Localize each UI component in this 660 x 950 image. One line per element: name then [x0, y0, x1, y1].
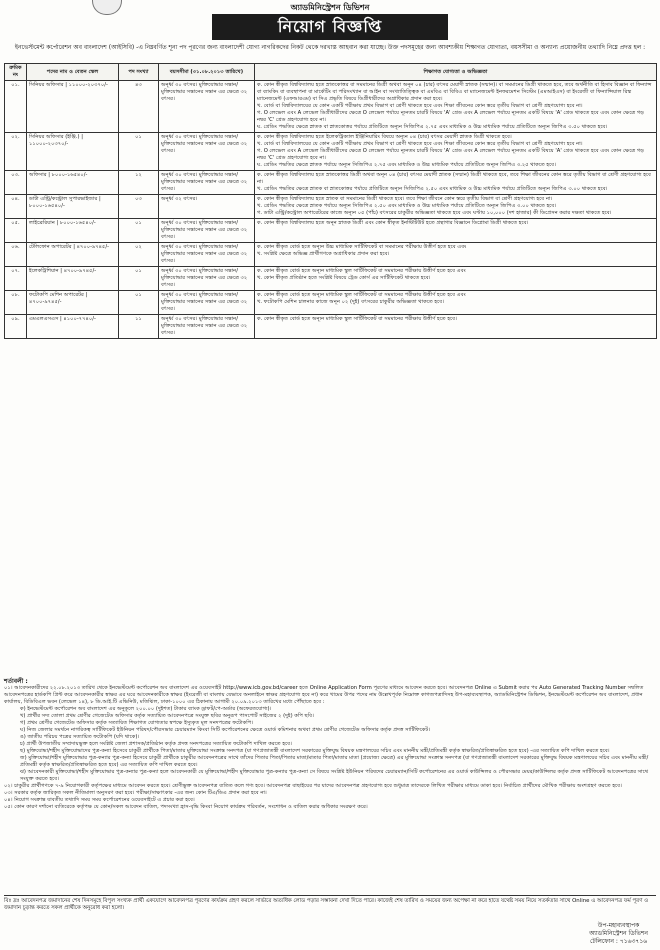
table-row: [5, 195, 657, 219]
vacancy-table: [4, 63, 657, 339]
post-cell: অফিসার | ৮০০০-১৬৫৪০/-: [27, 171, 119, 195]
qualification-line: গ. ডাটা এন্ট্রি/কন্ট্রোল অপারেটরের কাজে অন্যূন ০৫ (পাঁচ) বৎসরের চাকুরীর অভিজ্ঞতা থাকতে হবে এবং ঘণ্টায় ১০,০০০ (দশ হাজার) কী ডিপ্রেসন করার দক্ষতা থাকতে হবে।: [257, 210, 612, 216]
qualification-line: খ. ফটোকপি মেশিন চালনার কাজে অনূন ০২ (দুই) বৎসরের চাকুরীর অভিজ্ঞতা থাকতে হবে।: [257, 299, 444, 305]
table-header-row: [5, 64, 657, 81]
table-row: [5, 291, 657, 315]
signature-title: উপ-মহাব্যবস্থাপক: [597, 922, 640, 929]
qualification-cell: [255, 267, 657, 291]
terms-numbered-item: ০৪। নিয়োগ সংক্রান্ত যাবতীয় তথ্যাদি সময় সময় কর্পোরেশনের ওয়েবসাইটে এ প্রচার করা হবে।: [4, 797, 195, 803]
qualification-cell: [255, 219, 657, 243]
qualification-line: খ. গ্রেডিং পদ্ধতির ক্ষেত্রে স্নাতক বা স্নাতকোত্তর পর্যায়ে প্রতিটিতে অন্যূন সিজিপিএ ২.৫০ এবং মাধ্যমিক ও উচ্চ মাধ্যমিক পর্যায়ে প্রতিটিতে অন্যূন জিপিএ ৩.০০ থাকতে হবে।: [257, 186, 608, 192]
terms-numbered-item: ০৫। কোন কারণ দর্শানো ব্যতিরেকে কর্তৃপক্ষ যে কোন/সকল আবেদন বাতিল, পদসংখ্যা হ্রাস-বৃদ্ধি কিংবা নিয়োগ কার্যক্রম পরিবর্তন, সংশোধন ও বাতিল করার অধিকার সংরক্ষণ করে।: [4, 804, 368, 810]
post-cell: সিনিয়র অফিসার | ১১০০০-২০৩৭০/-: [27, 81, 119, 133]
terms-subitem: চ) প্রার্থী উপজাতীয় সম্প্রদায়ভুক্ত হলে সংশ্লিষ্ট জেলা প্রশাসক/প্রতিষ্ঠান কর্তৃক প্রদত্ত সনদপত্রের সত্যায়িত ফটোকপি দাখিল করতে হবে।: [20, 741, 292, 747]
count-cell: ১১: [119, 315, 159, 339]
count-cell: ০২: [119, 243, 159, 267]
table-row: [5, 81, 657, 133]
terms-subitem: ঝ) আবেদনকারী মুক্তিযোদ্ধা/শহীদ মুক্তিযোদ্ধার পুত্র-কন্যার পুত্র-কন্যা হলে আবেদনকারী যে মুক্তিযোদ্ধা/শহীদ মুক্তিযোদ্ধার পুত্র-কন্যার পুত্র-কন্যা সে বিষয়ে সংশ্লিষ্ট ইউনিয়ন পরিষদের চেয়ারম্যান/সিটি কর্পোরেশনের এর ওয়ার্ড কাউন্সিলর ও পৌরসভার মেয়র/কাউন্সিলর কর্তৃক প্রদত্ত সার্টিফিকেট আবেদনপত্রের সাথে সংযুক্ত করতে হবে।: [20, 769, 649, 782]
terms-numbered-item: ০২। চাকুরীর প্রার্থীগণকে ৭-৯ নিয়োগকারী কর্তৃপক্ষের মাধ্যমে আবেদন করতে হবে। শ্রেণীভুক্ত আবেদনপত্র ব্যতিত কলে গণ্য হবে। আবেদনপত্র বাছাইয়ের পর যাদের আবেদনপত্র গ্রহণযোগ্য হবে শুধুমাত্র তাদেরকে লিখিত পরীক্ষার মাধ্যমে ডাকা হবে। নির্বাচিত প্রার্থীদের মৌখিক পরীক্ষায় অংশগ্রহণ করতে হবে।: [4, 783, 622, 789]
special-note: বিঃ দ্রঃ আবেদনপত্র জমাদানের শেষ দিনসমূহে বিপুল সংখ্যক প্রার্থী একযোগে আবেদনপত্র পূরণের কার্যক্রম গ্রহণ করলে সার্ভারে অত্যধিক লোড পড়ার সম্ভাবনা দেখা দিতে পারে। কাজেই শেষ তারিখ ও সময়ের জন্য অপেক্ষা না করে হাতে যথেষ্ট সময় নিয়ে সতর্কতার সাথে Online এ আবেদনপত্র ফর্ম পূরণ ও জমাদান চূড়ান্ত করতে সকল প্রার্থীকে অনুরোধ করা হলো।: [4, 895, 656, 912]
age-cell: অনূর্ধ্ব ৩০ বৎসর। মুক্তিযোদ্ধার সন্তান/মুক্তিযোদ্ধার সন্তানের সন্তান এর ক্ষেত্রে ৩২ বৎসর।: [159, 243, 255, 267]
header-serial: ক্রমিক নং: [5, 64, 27, 81]
post-cell: এমএলএসএস | ৪১০০-৭৭৪০/-: [27, 315, 119, 339]
terms-subitem: ছ) মুক্তিযোদ্ধা/শহীদ মুক্তিযোদ্ধাদের পুত্র-কন্যা হিসেবে চাকুরী প্রার্থীকে পিতা/মাতার মুক্তিযোদ্ধা সংক্রান্ত সনদপত্র (যা গণপ্রজাতন্ত্রী বাংলাদেশ সরকারের মুক্তিযুদ্ধ বিষয়ক মন্ত্রণালয়ের সচিব এবং মাননীয় মন্ত্রী/প্রতিমন্ত্রী কর্তৃক স্বাক্ষরিত/প্রতিস্বাক্ষরিত হতে হবে) -এর সত্যায়িত কপি দাখিল করতে হবে।: [20, 748, 610, 754]
qualification-line: ক. কোন স্বীকৃত বোর্ড হতে অন্যূন মাধ্যমিক স্কুল সার্টিফিকেট বা সমমানের পরীক্ষায় উত্তীর্ণ হতে হবে এবং: [257, 268, 466, 274]
qualification-line: খ. কোন স্বীকৃত প্রতিষ্ঠান হতে সংশ্লিষ্ট বিষয়ে ট্রেড কোর্স এর সার্টিফিকেট থাকতে হবে।: [257, 275, 431, 281]
qualification-line: খ. বোর্ড বা বিশ্ববিদ্যালয়ের যে কোন একটি পরীক্ষায় প্রথম বিভাগ বা শ্রেণী থাকতে হবে এবং শিক্ষা জীবনের কোন স্তরে তৃতীয় বিভাগ বা শ্রেণী গ্রহণযোগ্য হবে না।: [257, 141, 583, 147]
table-row: [5, 219, 657, 243]
qualification-line: ক. কোন স্বীকৃত বিশ্ববিদ্যালয় হতে অনূন স্নাতক ডিগ্রী এবং কোন স্বীকৃত ইনস্টিটিউট হতে গ্রন্থাগার বিজ্ঞানে ডিপ্লোমা ডিগ্রী থাকতে হবে।: [257, 220, 529, 226]
qualification-line: গ. O লেভেল এবং A লেভেল ডিগ্রীধারীদের ক্ষেত্রে O লেভেল পর্যায়ে ন্যূনতম চারটি বিষয়ে 'A' গ্রেড এবং A লেভেল পর্যায়ে ন্যূনতম একটি বিষয়ে 'A' গ্রেড থাকতে হবে এবং কোন ক্ষেত্রে গড় নম্বর 'C' গ্রেড গ্রহণযোগ্য হবে না।: [257, 110, 644, 123]
serial-cell: ০১.: [5, 81, 27, 133]
terms-subitem: জ) মুক্তিযোদ্ধা/শহীদ মুক্তিযোদ্ধার পুত্র-কন্যার পুত্র-কন্যা হিসেবে চাকুরী প্রার্থীকে চাকুরীর আবেদনপত্রের সাথে তাঁদের পিতার পিতা/পিতার মাতা/মাতার পিতা/মাতার মাতা (প্রযোজ্য ক্ষেত্রে) এর মুক্তিযোদ্ধা সংক্রান্ত সনদপত্র (যা গণপ্রজাতন্ত্রী বাংলাদেশ সরকারের মুক্তিযুদ্ধ বিষয়ক মন্ত্রণালয়ের সচিব এবং মাননীয় মন্ত্রী/প্রতিমন্ত্রী কর্তৃক স্বাক্ষরিত/প্রতিস্বাক্ষরিত হতে হবে) এর সত্যায়িত কপি দাখিল করতে হবে।: [20, 755, 649, 768]
qualification-cell: [255, 315, 657, 339]
qualification-cell: [255, 195, 657, 219]
qualification-line: ঘ. গ্রেডিং পদ্ধতির ক্ষেত্রে স্নাতক পর্যায়ে অন্যূন সিজিপিএ ২.৭৫ এবং মাধ্যমিক ও উচ্চ মাধ্যমিক পর্যায়ে প্রতিটিতে অন্যূন জিপিএ ৩.২৫ থাকতে হবে।: [257, 162, 556, 168]
qualification-cell: [255, 81, 657, 133]
terms-title: শর্তাবলী :: [4, 678, 28, 685]
post-cell: টেলিফোন অপারেটর | ৪৭০০-৯৭৪৫/-: [27, 243, 119, 267]
age-cell: অনূর্ধ্ব ৩০ বৎসর। মুক্তিযোদ্ধার সন্তান/মুক্তিযোদ্ধার সন্তানের সন্তান এর ক্ষেত্রে ৩২ বৎসর।: [159, 133, 255, 171]
qualification-line: গ. O লেভেল এবং A লেভেল ডিগ্রীধারীদের ক্ষেত্রে O লেভেল পর্যায়ে ন্যূনতম চারটি বিষয়ে 'A' গ্রেড এবং A লেভেল পর্যায়ে ন্যূনতম একটি বিষয়ে 'A' গ্রেড থাকতে হবে এবং কোন ক্ষেত্রে গড় নম্বর 'C' গ্রেড গ্রহণযোগ্য হবে না।: [257, 148, 644, 161]
terms-subitem: গ) প্রথম শ্রেণীর গেজেটেড অফিসার কর্তৃক সত্যায়িত শিক্ষাগত যোগ্যতার স্বপক্ষে ইস্যুকৃত মূল সনদপত্রের ফটোকপি।: [20, 720, 254, 726]
qualification-line: খ. বোর্ড বা বিশ্ববিদ্যালয়ের যে কোন একটি পরীক্ষায় প্রথম বিভাগ বা শ্রেণী থাকতে হবে এবং শিক্ষা জীবনের কোন স্তরে তৃতীয় বিভাগ বা শ্রেণী গ্রহণযোগ্য হবে না।: [257, 103, 583, 109]
qualification-line: ক. কোন স্বীকৃত বোর্ড হতে অন্যূন উচ্চ মাধ্যমিক সার্টিফিকেট বা সমমানের পরীক্ষায় উত্তীর্ণ হতে হবে এবং: [257, 244, 467, 250]
count-cell: ১২: [119, 171, 159, 195]
age-cell: অনূর্ধ্ব ৩০ বৎসর। মুক্তিযোদ্ধার সন্তান/মুক্তিযোদ্ধার সন্তানের সন্তান এর ক্ষেত্রে ৩২ বৎসর।: [159, 81, 255, 133]
age-cell: অনূর্ধ্ব ৩২ বৎসর।: [159, 195, 255, 219]
serial-cell: ০৬.: [5, 243, 27, 267]
post-cell: ফটোকপি মেশিন অপারেটর | ৪৭০০-৯৭৪৫/-: [27, 291, 119, 315]
terms-item-text: আবেদনকারীদের ২২.০৮.২০১৩ তারিখ থেকে ইনভেস্টমেন্ট কর্পোরেশন অব বাংলাদেশ এর ওয়েবসাইট http://www.icb.gov.bd/career হতে Online Application Form পূরণের মাধ্যমে আবেদন করতে হবে। আবেদনপত্র Online এ Submit করার পর Auto Generated Tracking Number সম্বলিত আবেদনপত্রের হার্ডকপি প্রিন্ট করে আবেদনকারীর স্বাক্ষর এর ঘরে আবেদনকারীকে স্বাক্ষর (ইংরেজী বা বাংলায় যেভাবে অনলাইনে স্বাক্ষর গ্রহণযোগ্য হবে না) করে খামের উপর পদের নাম উল্লেখপূর্বক নিম্নোক্ত কাগজপত্রাদিসহ উপ-মহাব্যবস্থাপক, অ্যাডমিনিস্ট্রেশন ডিভিশন, ইনভেস্টমেন্ট কর্পোরেশন অব বাংলাদেশ, প্রধান কার্যালয়, বিডিবিএল ভবন (লেভেল ১৪), ৮ ডি.আই.টি এভিনিউ, মতিঝিল, ঢাকা-১০০০ এর ঠিকানায় আগামী ২০.০৯.২০১৩ তারিখের মধ্যে পৌঁছাতে হবে :: [4, 685, 644, 705]
table-row: [5, 171, 657, 195]
signature-division: অ্যাডমিনিস্ট্রেশন ডিভিশন: [589, 930, 648, 937]
qualification-cell: [255, 291, 657, 315]
qualification-line: খ. সংশ্লিষ্ট ক্ষেত্রে অভিজ্ঞ প্রার্থীগণকে অগ্রাধিকার প্রদান করা হবে।: [257, 251, 390, 257]
division-name: অ্যাডমিনিস্ট্রেশন ডিভিশন: [290, 3, 370, 12]
serial-cell: ০৮.: [5, 291, 27, 315]
qualification-line: ক. কোন স্বীকৃত বোর্ড হতে অন্যূন মাধ্যমিক স্কুল সার্টিফিকেট বা সমমানের পরীক্ষায় উত্তীর্ণ হতে হবে।: [257, 316, 457, 322]
table-row: [5, 315, 657, 339]
count-cell: ৪৩: [119, 81, 159, 133]
post-cell: ডাটা এন্ট্রি/কন্ট্রোল সুপারভাইজার | ৮০০০-১৬৫৪০/-: [27, 195, 119, 219]
qualification-line: ঘ. গ্রেডিং পদ্ধতির ক্ষেত্রে স্নাতক বা স্নাতকোত্তর পর্যায়ে প্রতিটিতে অন্যূন সিজিপিএ ২.৭৫ এবং মাধ্যমিক ও উচ্চ মাধ্যমিক পর্যায়ে প্রতিটিতে অন্যূন জিপিএ ৩.৫০ থাকতে হবে।: [257, 124, 608, 130]
qualification-line: ক. কোন স্বীকৃত বিশ্ববিদ্যালয় হতে স্নাতকোত্তর বা সমমানের ডিগ্রী অথবা অনূন ০৪ (চার) বৎসর মেয়াদী স্নাতক (সম্মান)। বা সমমানের ডিগ্রী থাকতে হবে, তবে অর্থনীতি বা হিসাব বিজ্ঞান বা ফিন্যান্স বা ব্যাংকিং বা ব্যবস্থাপনা বা মার্কেটিং বা পরিসংখ্যান বা আইন বা সংখ্যাতিত্ত্বিক বা এমবিএ বা বিবিএ বা ম্যানেজমেন্ট ইনফরমেশন সিস্টেম (এমআইএস) বা ইংরেজী বা ফিন্যান্সিয়াল রিস্ক ম্যানেজমেন্ট (এফআরএম) বা সিএ প্রভৃতি বিষয়ে ডিগ্রীধারীদের অগ্রাধিকার প্রদান করা হবে।: [257, 82, 652, 102]
terms-subitem: খ) প্রার্থীর সদ্য তোলা প্রথম শ্রেণীর গেজেটেড অফিসার কর্তৃক সত্যায়িত আবেদনপত্রে সংযুক্ত ছবির অনুরূপ পাসপোর্ট সাইজের ২ (দুই) কপি ছবি।: [20, 713, 314, 719]
terms-subitem: ঙ) জাতীয় পরিচয় পত্রের সত্যায়িত ফটোকপি (যদি থাকে)।: [20, 734, 140, 740]
qualification-line: ক. কোন স্বীকৃত বিশ্ববিদ্যালয় হতে স্নাতকোত্তর ডিগ্রী অথবা অনূন ০৪ (চার) বৎসর মেয়াদী স্নাতক (সম্মান) ডিগ্রী থাকতে হবে, তবে শিক্ষা জীবনের কোন স্তরে তৃতীয় বিভাগ বা শ্রেণী গ্রহণযোগ্য হবে না।: [257, 172, 651, 185]
qualification-line: ক. কোন স্বীকৃত বিশ্ববিদ্যালয় হতে স্নাতক বা সমমানের ডিগ্রী থাকতে হবে। তবে শিক্ষা জীবনে কোন স্তরে তৃতীয় বিভাগ বা শ্রেণী গ্রহণযোগ্য হবে না।: [257, 196, 553, 202]
header-count: পদ সংখ্যা: [119, 64, 159, 81]
terms-subitems: [4, 706, 656, 783]
post-cell: সিনিয়র অফিসার (ইঞ্জি.) | ১১০০০-২০৩৭০/-: [27, 133, 119, 171]
terms-item: ০১। আবেদনকারীদের ২২.০৮.২০১৩ তারিখ থেকে ইনভেস্টমেন্ট কর্পোরেশন অব বাংলাদেশ এর ওয়েবসাইট http://www.icb.gov.bd/career হতে Online Application Form পূরণের মাধ্যমে আবেদন করতে হবে। আবেদনপত্র Online এ Submit করার পর Auto Generated Tracking Number সম্বলিত আবেদনপত্রের হার্ডকপি প্রিন্ট করে আবেদনকারীর স্বাক্ষর এর ঘরে আবেদনকারীকে স্বাক্ষর (ইংরেজী বা বাংলায় যেভাবে অনলাইনে স্বাক্ষর গ্রহণযোগ্য হবে না) করে খামের উপর পদের নাম উল্লেখপূর্বক নিম্নোক্ত কাগজপত্রাদিসহ উপ-মহাব্যবস্থাপক, অ্যাডমিনিস্ট্রেশন ডিভিশন, ইনভেস্টমেন্ট কর্পোরেশন অব বাংলাদেশ, প্রধান কার্যালয়, বিডিবিএল ভবন (লেভেল ১৪), ৮ ডি.আই.টি এভিনিউ, মতিঝিল, ঢাকা-১০০০ এর ঠিকানায় আগামী ২০.০৯.২০১৩ তারিখের মধ্যে পৌঁছাতে হবে :: [4, 685, 644, 705]
header-post: পদের নাম ও বেতন স্কেল: [27, 64, 119, 81]
qualification-cell: [255, 243, 657, 267]
count-cell: ০৩: [119, 195, 159, 219]
age-cell: অনূর্ধ্ব ৩০ বৎসর। মুক্তিযোদ্ধার সন্তান/মুক্তিযোদ্ধার সন্তানের সন্তান এর ক্ষেত্রে ৩২ বৎসর।: [159, 291, 255, 315]
table-row: [5, 133, 657, 171]
serial-cell: ০৯.: [5, 315, 27, 339]
terms-numbered-item: ০৩। সরকার কর্তৃক জারিকৃত সকল নীতিমালা অনুসরণ করা হবে। পরীক্ষা/সাক্ষাৎকার -এর জন্য কোন টিএ/ডিএ প্রদান করা হবে না।: [4, 790, 267, 796]
table-row: [5, 267, 657, 291]
table-row: [5, 243, 657, 267]
terms-subitem: ঘ) নিজ জেলার সমর্থনে নাগরিকত্ব সার্টিফিকেট ইউনিয়ন পরিষদ/পৌরসভার চেয়ারম্যান কিংবা সিটি কর্পোরেশনের ক্ষেত্রে ওয়ার্ড কমিশনার অথবা প্রথম শ্রেণীর গেজেটেড অফিসার কর্তৃক প্রদত্ত সার্টিফিকেট।: [20, 727, 431, 733]
header-qualification: শিক্ষাগত যোগ্যতা ও অভিজ্ঞতা: [255, 64, 657, 81]
qualification-line: ক. কোন স্বীকৃত বোর্ড হতে অন্যূন মাধ্যমিক স্কুল সার্টিফিকেট বা সমমানের পরীক্ষায় উত্তীর্ণ হতে হবে এবং: [257, 292, 466, 298]
qualification-cell: [255, 171, 657, 195]
count-cell: ০১: [119, 267, 159, 291]
qualification-line: খ. গ্রেডিং পদ্ধতির ক্ষেত্রে স্নাতক পর্যায়ে অন্যূন সিজিপিএ ২.৫০ এবং মাধ্যমিক ও উচ্চ মাধ্যমিক পর্যায়ে প্রতিটিতে অন্যূন জিপিএ ৩.০০ থাকতে হবে।: [257, 203, 557, 209]
qualification-line: ক. কোন স্বীকৃত বিশ্ববিদ্যালয় হতে ইলেকট্রিক্যাল ইঞ্জিনিয়ারিং বিষয়ে অন্যূন ০৪ (চার) বৎসর মেয়াদী স্নাতক ডিগ্রী থাকতে হবে।: [257, 134, 512, 140]
count-cell: ০১: [119, 291, 159, 315]
age-cell: অনূর্ধ্ব ৩০ বৎসর। মুক্তিযোদ্ধার সন্তান/মুক্তিযোদ্ধার সন্তানের সন্তান এর ক্ষেত্রে ৩২ বৎসর।: [159, 219, 255, 243]
signature-phone: টেলিফোন : ৭১৬৩৭১৬: [589, 938, 648, 945]
age-cell: অনূর্ধ্ব ৩০ বৎসর। মুক্তিযোদ্ধার সন্তান/মুক্তিযোদ্ধার সন্তানের সন্তান এর ক্ষেত্রে ৩২ বৎসর।: [159, 267, 255, 291]
serial-cell: ০২.: [5, 133, 27, 171]
signature-block: [589, 922, 648, 946]
qualification-cell: [255, 133, 657, 171]
age-cell: অনূর্ধ্ব ৩০ বৎসর। মুক্তিযোদ্ধার সন্তান/মুক্তিযোদ্ধার সন্তানের সন্তান এর ক্ষেত্রে ৩২ বৎসর।: [159, 171, 255, 195]
post-cell: লাইব্রেরিয়ান | ৮০০০-১৬৫৪০/-: [27, 219, 119, 243]
terms-section: [4, 678, 656, 811]
serial-cell: ০৩.: [5, 171, 27, 195]
serial-cell: ০৫.: [5, 219, 27, 243]
notice-title: নিয়োগ বিজ্ঞপ্তি: [212, 14, 448, 40]
age-cell: অনূর্ধ্ব ৩০ বৎসর। মুক্তিযোদ্ধার সন্তান/মুক্তিযোদ্ধার সন্তানের সন্তান এর ক্ষেত্রে ৩২ বৎসর।: [159, 315, 255, 339]
serial-cell: ০৭.: [5, 267, 27, 291]
serial-cell: ০৪.: [5, 195, 27, 219]
post-cell: ইলেকট্রিশিয়ান | ৪৭০০-৯৭৪৫/-: [27, 267, 119, 291]
terms-subitem: ক) ইনভেস্টমেন্ট কর্পোরেশন অব বাংলাদেশ এর অনুকূলে ২০০.০০ (দুইশত) টাকার ব্যাংক ড্রাফট/পে-অর্ডার (অফেরতযোগ্য)।: [20, 706, 272, 712]
count-cell: ০১: [119, 219, 159, 243]
notice-intro: ইনভেস্টমেন্ট কর্পোরেশন অব বাংলাদেশ (আইসিবি) -এ নিম্নবর্ণিত শূন্য পদ পূরণের জন্য বাংলাদেশী যোগ্য নাগরিকদের নিকট থেকে দরখাস্ত আহবান করা যাচ্ছে। উক্ত পদসমূহের জন্য আবশ্যকীয় শিক্ষাগত যোগ্যতা, বয়সসীমা ও অন্যান্য প্রয়োজনীয় তথ্যাদি নিম্নে প্রদত্ত হল :: [14, 44, 646, 51]
terms-numbered: [4, 783, 656, 811]
header-age: বয়সসীমা (৩১.০৮.২০১৩ তারিখে): [159, 64, 255, 81]
count-cell: ০১: [119, 133, 159, 171]
